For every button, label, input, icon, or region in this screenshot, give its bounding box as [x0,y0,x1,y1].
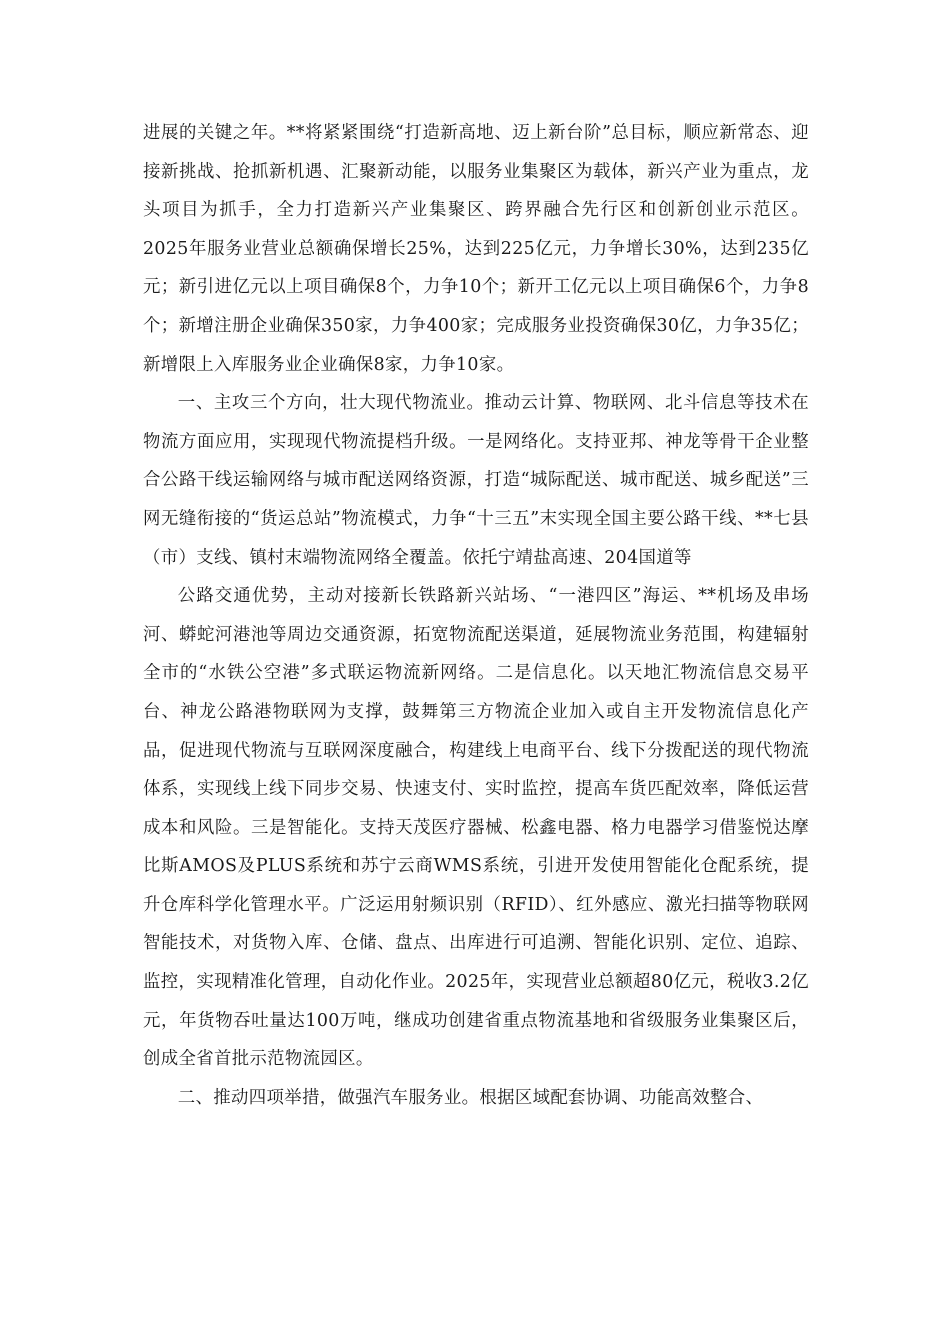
paragraph-automotive-section: 二、推动四项举措，做强汽车服务业。根据区域配套协调、功能高效整合、 [177,1087,764,1108]
document-body [143,114,809,1117]
paragraph-logistics-details: 公路交通优势，主动对接新长铁路新兴站场、“一港四区”海运、**机场及串场河、蟒蛇河港池等周边交通资源，拓宽物流配送渠道，延展物流业务范围，构建辐射全市的“水铁公空港”多式联运物流新网络。二是信息化。以天地汇物流信息交易平台、神龙公路港物联网为支撑，鼓舞第三方物流企业加入或自主开发物流信息化产品，促进现代物流与互联网深度融合，构建线上电商平台、线下分拨配送的现代物流体系，实现线上线下同步交易、快速支付、实时监控，提高车货匹配效率，降低运营成本和风险。三是智能化。支持天茂医疗器械、松鑫电器、格力电器学习借鉴悦达摩比斯AMOS及PLUS系统和苏宁云商WMS系统，引进开发使用智能化仓配系统，提升仓库科学化管理水平。广泛运用射频识别（RFID）、红外感应、激光扫描等物联网智能技术，对货物入库、仓储、盘点、出库进行可追溯、智能化识别、定位、追踪、监控，实现精准化管理，自动化作业。2025年，实现营业总额超80亿元，税收3.2亿元，年货物吞吐量达100万吨，继成功创建省重点物流基地和省级服务业集聚区后，创成全省首批示范物流园区。 [143,586,809,1070]
paragraph-intro-continuation: 进展的关键之年。**将紧紧围绕“打造新高地、迈上新台阶”总目标，顺应新常态、迎接新挑战、抢抓新机遇、汇聚新动能，以服务业集聚区为载体，新兴产业为重点，龙头项目为抓手，全力打造新兴产业集聚区、跨界融合先行区和创新创业示范区。2025年服务业营业总额确保增长25%，达到225亿元，力争增长30%，达到235亿元；新引进亿元以上项目确保8个，力争10个；新开工亿元以上项目确保6个，力争8个；新增注册企业确保350家，力争400家；完成服务业投资确保30亿，力争35亿；新增限上入库服务业企业确保8家，力争10家。 [143,123,809,375]
paragraph-logistics-section: 一、主攻三个方向，壮大现代物流业。推动云计算、物联网、北斗信息等技术在物流方面应用，实现现代物流提档升级。一是网络化。支持亚邦、神龙等骨干企业整合公路干线运输网络与城市配送网络资源，打造“城际配送、城市配送、城乡配送”三网无缝衔接的“货运总站”物流模式，力争“十三五”末实现全国主要公路干线、**七县（市）支线、镇村末端物流网络全覆盖。依托宁靖盐高速、204国道等 [143,393,809,568]
